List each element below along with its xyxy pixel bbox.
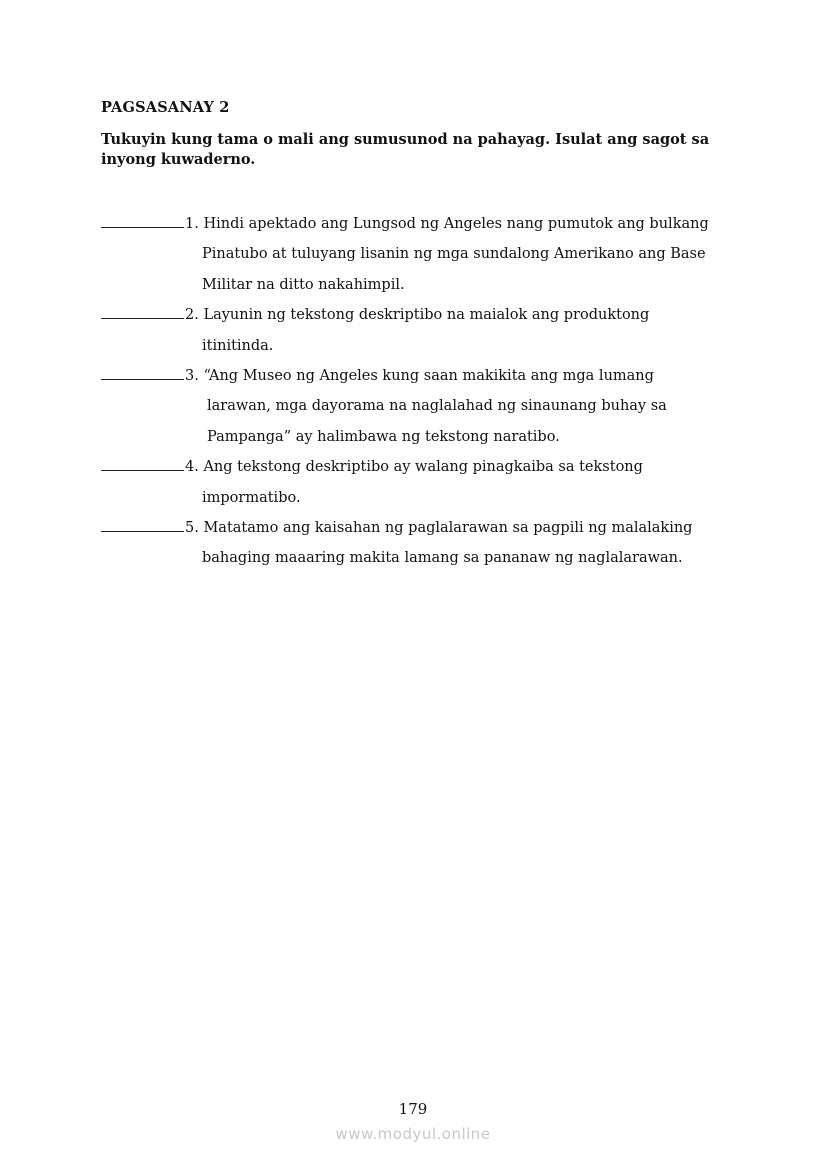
- item-text-line: “Ang Museo ng Angeles kung saan makikita ang mga lumang: [203, 367, 654, 384]
- answer-blank[interactable]: [101, 301, 184, 319]
- item-list: [101, 209, 751, 574]
- item-text-line: Ang tekstong deskriptibo ay walang pinagkaiba sa tekstong: [203, 459, 643, 476]
- answer-blank[interactable]: [101, 453, 184, 471]
- item-number: 4.: [185, 459, 199, 476]
- list-item: [101, 209, 751, 300]
- item-text-line: impormatibo.: [202, 489, 301, 506]
- watermark: www.modyul.online: [335, 1125, 491, 1143]
- item-text-line: Matatamo ang kaisahan ng paglalarawan sa pagpili ng malalaking: [203, 519, 693, 536]
- item-number: 3.: [185, 367, 199, 384]
- item-number: 1.: [185, 216, 199, 232]
- answer-blank[interactable]: [101, 362, 184, 380]
- exercise-instruction: Tukuyin kung tama o mali ang sumusunod na pahayag. Isulat ang sagot sa inyong kuwaderno.: [101, 131, 710, 168]
- list-item: [101, 452, 751, 513]
- item-text-line: itinitinda.: [202, 337, 274, 354]
- list-item: [101, 361, 751, 452]
- answer-blank[interactable]: [101, 514, 184, 532]
- item-text-line: Layunin ng tekstong deskriptibo na maialok ang produktong: [203, 307, 650, 324]
- list-item: [101, 300, 751, 361]
- item-text-line: larawan, mga dayorama na naglalahad ng sinaunang buhay sa: [207, 398, 667, 415]
- item-text-line: Militar na ditto nakahimpil.: [202, 276, 405, 293]
- item-number: 2.: [185, 307, 199, 324]
- item-text-line: Pinatubo at tuluyang lisanin ng mga sundalong Amerikano ang Base: [202, 246, 706, 263]
- exercise-title: PAGSASANAY 2: [101, 99, 230, 116]
- item-text-line: Pampanga” ay halimbawa ng tekstong naratibo.: [207, 428, 560, 445]
- item-text-line: Hindi apektado ang Lungsod ng Angeles nang pumutok ang bulkang: [203, 216, 709, 232]
- answer-blank[interactable]: [101, 210, 184, 228]
- item-text-line: bahaging maaaring makita lamang sa pananaw ng naglalarawan.: [202, 550, 683, 567]
- list-item: [101, 513, 751, 574]
- item-number: 5.: [185, 519, 199, 536]
- page-number: 179: [398, 1100, 428, 1118]
